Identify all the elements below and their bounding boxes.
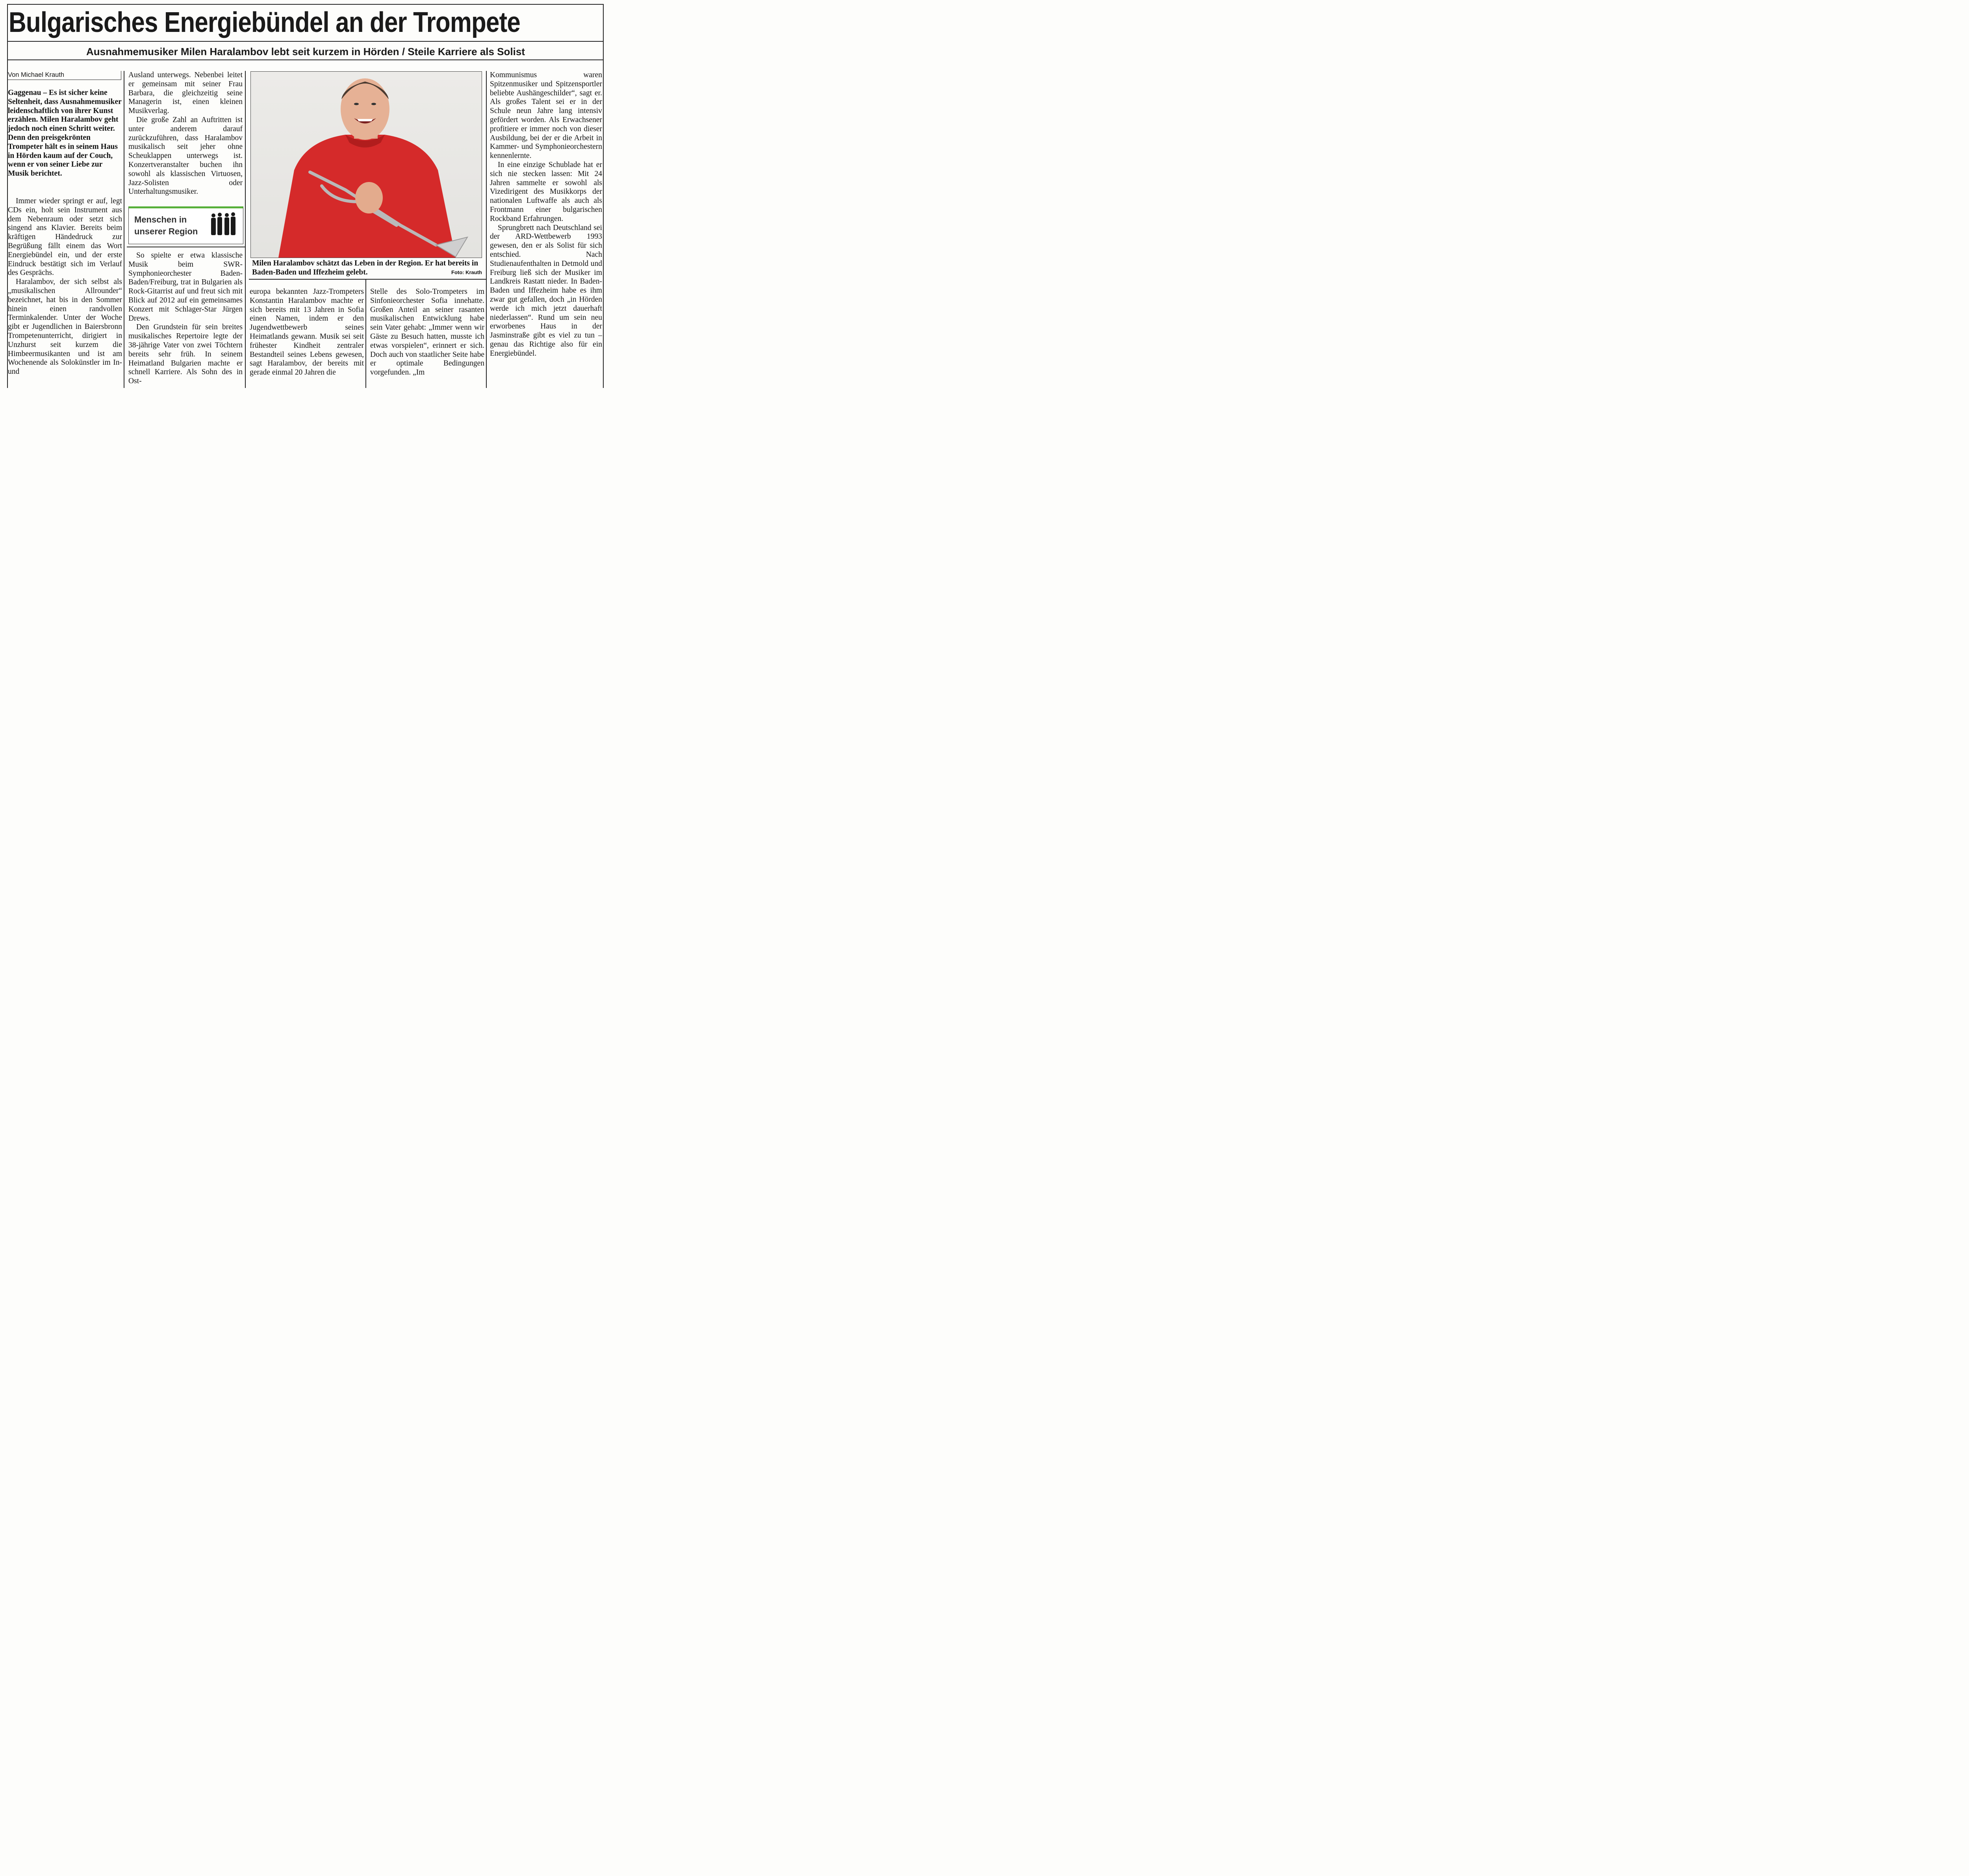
column-rule-2 xyxy=(245,71,246,388)
lead-text: Gaggenau – Es ist sicher keine Seltenheit, dass Ausnahmemusiker leidenschaftlich von ihrer Kunst erzählen. Milen Haralambov geht jedoch noch einen Schritt weiter. Denn den preisgekrönten Trompeter hält es in seinem Haus in Hörden kaum auf der Couch, wenn er von seiner Liebe zur Musik berichtet. xyxy=(8,89,122,178)
article-column-1 xyxy=(8,197,122,377)
musician-photo xyxy=(250,71,482,258)
body-paragraph: In eine einzige Schublade hat er sich nie stecken lassen: Mit 24 Jahren sammelte er sowohl als Vizedirigent des Musikkorps der nationalen Luftwaffe als auch als Frontmann einer bulgarischen Rockband Erfahrungen. xyxy=(490,160,602,223)
body-paragraph: europa bekannten Jazz-Trompeters Konstantin Haralambov machte er sich bereits mit 13 Jahren in Sofia einen Namen, indem er den Jugendwettbewerb seines Heimatlands gewann. Musik sei seit frühester Kindheit zentraler Bestandteil seines Lebens gewesen, sagt Haralambov, der bereits mit gerade einmal 20 Jahren die xyxy=(250,288,364,377)
people-silhouette-icon xyxy=(210,212,238,238)
logo-line-1: Menschen in xyxy=(134,215,187,225)
caption-text: Milen Haralambov schätzt das Leben in der Region. Er hat bereits in Baden-Baden und Iffezheim gelebt. xyxy=(252,259,478,276)
body-paragraph: Die große Zahl an Auftritten ist unter anderem darauf zurückzuführen, dass Haralambov musikalisch seit jeher ohne Scheuklappen unterwegs ist. Konzertveranstalter buchen ihn sowohl als klassischen Virtuosen, Jazz-Solisten oder Unterhaltungsmusiker. xyxy=(128,115,243,196)
body-paragraph: Haralambov, der sich selbst als „musikalischen Allrounder“ bezeichnet, hat bis in den Sommer hinein einen randvollen Terminkalender. Unter der Woche gibt er Jugendlichen in Baiersbronn Trompetenunterricht, dirigiert in Unzhurst seit kurzem die Himbeermusikanten und ist am Wochenende als Solokünstler im In- und xyxy=(8,278,122,376)
subhead-rule xyxy=(7,59,603,60)
lead-paragraph xyxy=(8,89,122,178)
body-paragraph: Ausland unterwegs. Nebenbei leitet er gemeinsam mit seiner Frau Barbara, die gleichzeitig seine Managerin ist, einen kleinen Musikverlag. xyxy=(128,71,243,115)
photo-caption xyxy=(252,259,482,278)
byline: Von Michael Krauth xyxy=(8,71,121,80)
column-rule-4 xyxy=(486,71,487,388)
body-paragraph: Kommunismus waren Spitzenmusiker und Spitzensportler beliebte Aushängeschilder“, sagt er. Als großes Talent sei er in der Schule neun Jahre lang intensiv gefördert worden. Als Erwachsener profitiere er immer noch von dieser Ausbildung, bei der er die Arbeit in Kammer- und Symphonieorchestern kennenlernte. xyxy=(490,71,602,160)
logo-text xyxy=(134,214,198,238)
trumpet-player-illustration xyxy=(251,72,482,258)
caption-rule xyxy=(249,279,486,280)
body-paragraph: Immer wieder springt er auf, legt CDs ein, holt sein Instrument aus dem Nebenraum oder setzt sich singend ans Klavier. Bereits beim kräftigen Händedruck zur Begrüßung fällt einem das Wort Energiebündel ein, und der erste Eindruck bestätigt sich im Verlauf des Gesprächs. xyxy=(8,197,122,277)
right-frame-rule xyxy=(603,4,604,388)
menschen-in-unserer-region-logo xyxy=(128,206,243,244)
article-column-4 xyxy=(370,288,484,377)
body-paragraph: So spielte er etwa klassische Musik beim SWR-Symphonieorchester Baden-Baden/Freiburg, trat in Bulgarien als Rock-Gitarrist auf und freut sich mit Blick auf 2012 auf ein gemeinsames Konzert mit Schlager-Star Jürgen Drews. xyxy=(128,251,243,323)
body-paragraph: Sprungbrett nach Deutschland sei der ARD-Wettbewerb 1993 gewesen, den er als Solist für sich entschied. Nach Studienaufenthalten in Detmold und Freiburg ließ sich der Musiker im Landkreis Rastatt nieder. In Baden-Baden und Iffezheim habe es ihm zwar gut gefallen, doch „in Hörden werde ich mich jetzt dauerhaft niederlassen“. Rund um sein neu erworbenes Haus in der Jasminstraße gibt es viel zu tun – genau das Richtige also für ein Energiebündel. xyxy=(490,223,602,358)
body-paragraph: Stelle des Solo-Trompeters im Sinfonieorchester Sofia innehatte. Großen Anteil an seiner rasanten musikalischen Entwicklung habe sein Vater gehabt: „Immer wenn wir Gäste zu Besuch hatten, musste ich etwas vorspielen“, erinnert er sich. Doch auch von staatlicher Seite habe er optimale Bedingungen vorgefunden. „Im xyxy=(370,288,484,377)
logo-line-2: unserer Region xyxy=(134,226,198,236)
article-column-5 xyxy=(490,71,602,358)
article-column-3 xyxy=(250,288,364,377)
article-column-2-top xyxy=(128,71,243,197)
headline-rule xyxy=(7,41,603,42)
body-paragraph: Den Grundstein für sein breites musikalisches Repertoire legte der 38-jährige Vater von zwei Töchtern bereits sehr früh. In seinem Heimatland Bulgarien machte er schnell Karriere. Als Sohn des in Ost- xyxy=(128,323,243,386)
subheadline: Ausnahmemusiker Milen Haralambov lebt seit kurzem in Hörden / Steile Karriere als Solist xyxy=(86,46,525,58)
headline: Bulgarisches Energiebündel an der Trompete xyxy=(9,7,520,38)
column-rule-3 xyxy=(365,279,366,388)
top-rule xyxy=(7,4,603,5)
article-column-2-bottom xyxy=(128,251,243,386)
photo-credit: Foto: Krauth xyxy=(451,269,482,275)
